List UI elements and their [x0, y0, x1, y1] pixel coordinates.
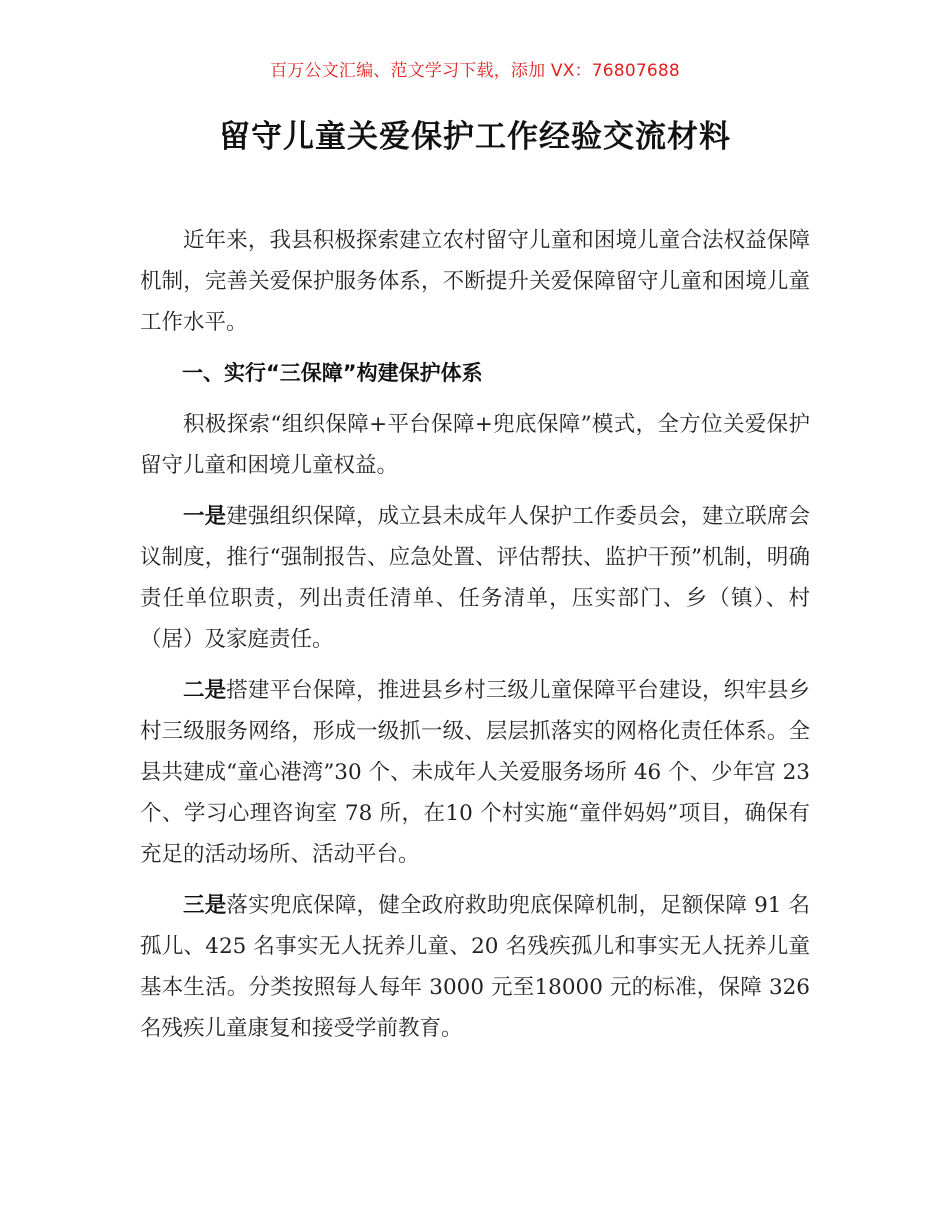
item-lead-3: 三是 — [183, 893, 227, 918]
document-body — [140, 220, 810, 1059]
item-lead-1: 一是 — [183, 504, 227, 529]
item-text-2: 搭建平台保障，推进县乡村三级儿童保障平台建设，织牢县乡村三级服务网络，形成一级抓一级、层层抓落实的网格化责任体系。全县共建成“童心港湾”30 个、未成年人关爱服务场所 46 个、少年宫 23 个、学习心理咨询室 78 所，在10 个村实施“童伴妈妈”项目，确保有充足的活动场所、活动平台。 — [140, 678, 810, 867]
item-paragraph-2 — [140, 670, 810, 875]
section-summary-paragraph: 积极探索“组织保障+平台保障+兜底保障”模式，全方位关爱保护留守儿童和困境儿童权益。 — [140, 412, 810, 478]
item-paragraph-3 — [140, 885, 810, 1049]
item-lead-2: 二是 — [183, 678, 227, 703]
item-text-1: 建强组织保障，成立县未成年人保护工作委员会，建立联席会议制度，推行“强制报告、应急处置、评估帮扶、监护干预”机制，明确责任单位职责，列出责任清单、任务清单，压实部门、乡（镇）、村（居）及家庭责任。 — [140, 504, 810, 652]
section-heading: 一、实行“三保障”构建保护体系 — [182, 361, 483, 385]
item-text-3: 落实兜底保障，健全政府救助兜底保障机制，足额保障 91 名孤儿、425 名事实无人抚养儿童、20 名残疾孤儿和事实无人抚养儿童基本生活。分类按照每人每年 3000 元至18000 元的标准，保障 326 名残疾儿童康复和接受学前教育。 — [140, 893, 810, 1041]
item-paragraph-1 — [140, 496, 810, 660]
promo-banner: 百万公文汇编、范文学习下载，添加 VX：76807688 — [270, 61, 680, 81]
intro-paragraph: 近年来，我县积极探索建立农村留守儿童和困境儿童合法权益保障机制，完善关爱保护服务体系，不断提升关爱保障留守儿童和困境儿童工作水平。 — [140, 228, 810, 335]
document-title: 留守儿童关爱保护工作经验交流材料 — [219, 119, 731, 155]
